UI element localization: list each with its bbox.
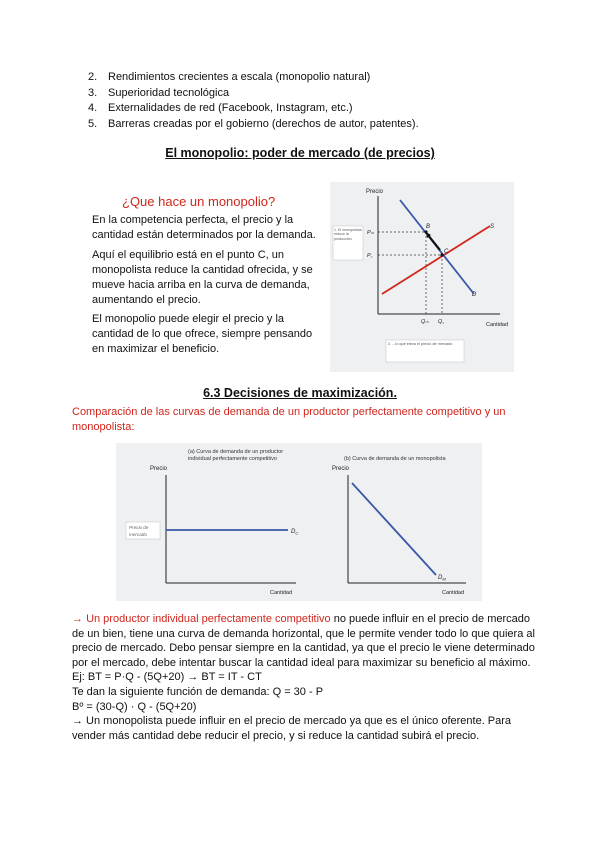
right-y-axis-label: Precio (332, 466, 350, 472)
point-b-label: B (426, 224, 431, 230)
supply-label: S (490, 224, 495, 230)
list-item: 5. Barreras creadas por el gobierno (derechos de autor, patentes). (88, 117, 419, 130)
section-heading-monopoly: El monopolio: poder de mercado (de precios) (165, 146, 435, 160)
side-note-text: 1. El monopolista reduce la producción (334, 228, 362, 241)
left-title-line2: individual perfectamente competitivo (188, 456, 277, 462)
pm-label: Pₘ (367, 230, 375, 236)
left-y-axis-label: Precio (150, 466, 168, 472)
left-x-axis-label: Cantidad (270, 590, 293, 596)
left-title-line1: (a) Curva de demanda de un productor (188, 449, 284, 455)
paragraph-monopoly-choice: El monopolio puede elegir el precio y la cantidad de lo que ofrece, siempre pensando en maximizar el beneficio. (92, 313, 313, 355)
competitive-demand-label: $D_C$ (291, 529, 299, 536)
equation-2: Bº = (30-Q) · Q - (5Q+20) (72, 700, 197, 713)
market-price-label-1: Precio de (129, 525, 149, 530)
monopoly-graph (330, 182, 514, 372)
monopoly-demand-label: $D_M$ (438, 575, 446, 582)
question-heading: ¿Que hace un monopolio? (122, 194, 276, 209)
list-item: 3. Superioridad tecnológica (88, 86, 230, 99)
monopoly-graph-svg (330, 182, 514, 372)
list-item: 4. Externalidades de red (Facebook, Instagram, etc.) (88, 102, 353, 114)
numbered-list (88, 70, 419, 132)
price-move-arrow (428, 235, 440, 250)
monopoly-demand-curve (352, 483, 436, 575)
y-axis-label: Precio (366, 189, 384, 195)
point-c-label: C (444, 249, 449, 255)
point-b (424, 230, 427, 233)
equation-1: Ej: BT = P·Q - (5Q+20) → BT = IT - CT (72, 671, 262, 684)
market-price-label-2: mercado (129, 532, 147, 537)
pc-label: P꜀ (367, 253, 373, 259)
caption-text: 2. ...lo que eleva el precio de mercado (388, 342, 453, 346)
demand-comparison-svg (116, 443, 482, 601)
right-x-axis-label: Cantidad (442, 590, 465, 596)
demand-comparison-figure (116, 443, 482, 601)
qc-label: Q꜀ (438, 319, 445, 325)
right-title: (b) Curva de demanda de un monopolista (344, 456, 446, 462)
paragraph-competition: En la competencia perfecta, el precio y la cantidad están determinados por la demanda. (92, 214, 316, 241)
paragraph-equilibrium: Aquí el equilibrio está en el punto C, un monopolista reduce la cantidad ofrecida, y se mueve hacia arriba en la curva de demanda, aumentando el precio. (92, 249, 313, 306)
demand-function-line: Te dan la siguiente función de demanda: Q = 30 - P (72, 685, 324, 698)
list-item: 2. Rendimientos crecientes a escala (monopolio natural) (88, 71, 371, 83)
section-heading-maximization: 6.3 Decisiones de maximización. (203, 386, 397, 400)
comparison-intro: Comparación de las curvas de demanda de un productor perfectamente competitivo y un monopolista: (72, 406, 506, 433)
supply-curve (382, 226, 490, 294)
monopolist-paragraph: → Un monopolista puede influir en el precio de mercado ya que es el único oferente. Para vender más cantidad debe reducir el precio, y si reduce la cantidad subirá el precio. (72, 715, 512, 742)
x-axis-label: Cantidad (486, 322, 509, 328)
body-text (72, 612, 542, 743)
qm-label: Qₘ (421, 319, 429, 325)
competitive-producer-paragraph: → Un productor individual perfectamente competitivo no puede influir en el precio de mercado de un bien, tiene una curva de demanda horizontal, que le permite vender todo lo que quiera al precio de mercado. Debo pensar siempre en la cantidad, ya que el precio le viene determinado por el mercado, debe intentar buscar la cantidad ideal para maximizar su beneficio al máximo. (72, 613, 535, 669)
demand-label: D (472, 292, 477, 298)
